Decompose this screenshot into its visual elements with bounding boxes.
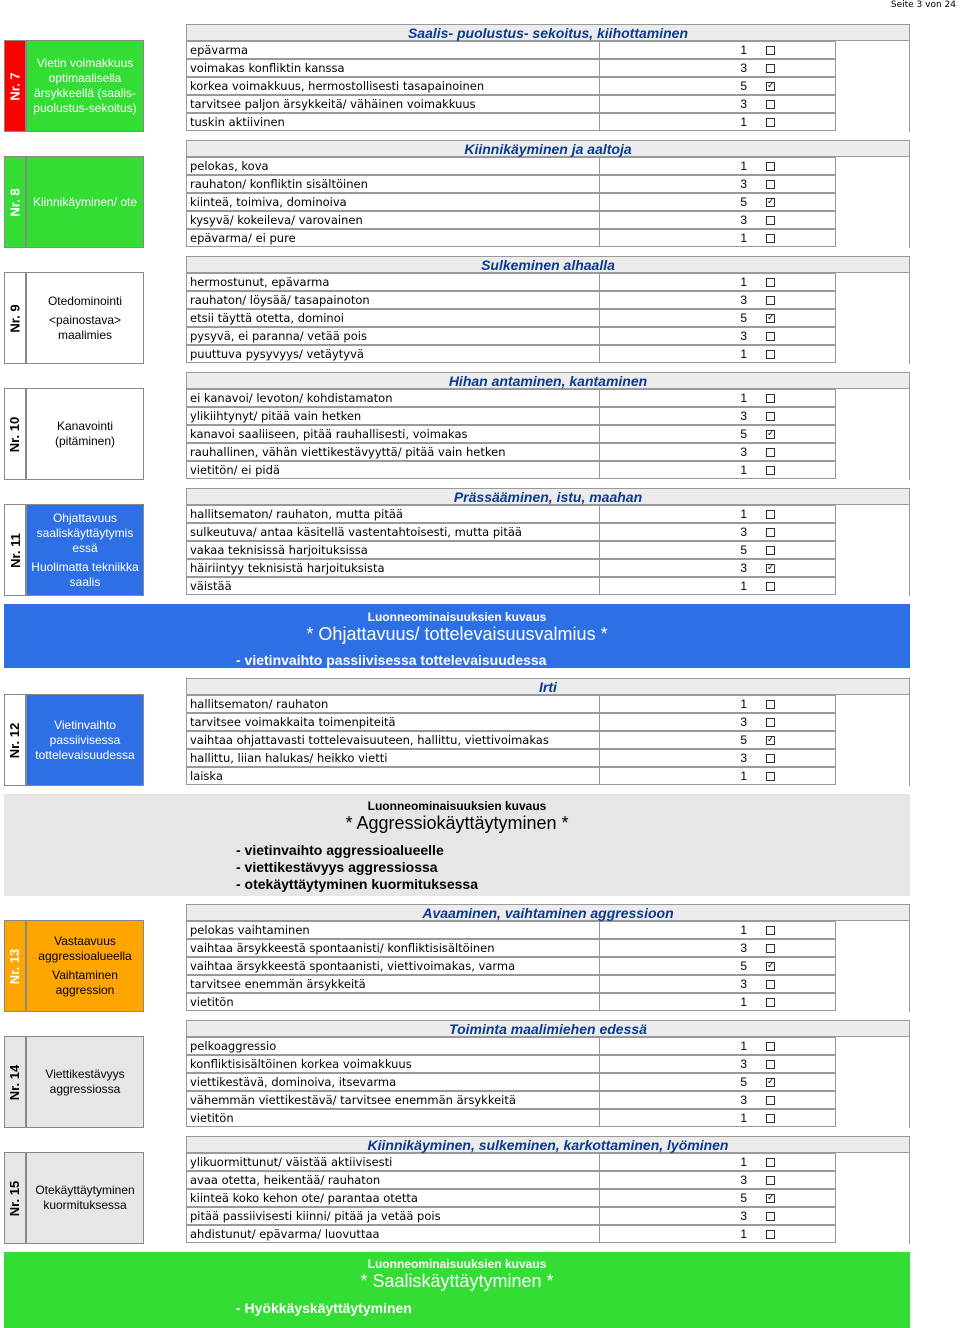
section-description — [26, 920, 144, 1012]
rating-checkbox[interactable] — [766, 216, 775, 225]
rating-text: pelokas, kova — [186, 157, 600, 175]
rating-checkbox[interactable] — [766, 412, 775, 421]
rating-checkbox[interactable] — [766, 944, 775, 953]
rating-checkbox[interactable] — [766, 234, 775, 243]
rating-checkbox[interactable] — [766, 510, 775, 519]
rating-row[interactable] — [186, 975, 836, 993]
rating-text: tuskin aktiivinen — [186, 113, 600, 131]
rating-checkbox[interactable]: ✓ — [767, 197, 775, 207]
rating-text: vakaa teknisissä harjoituksissa — [186, 541, 600, 559]
rating-text: kiinteä, toimiva, dominoiva — [186, 193, 600, 211]
rating-score-cell — [600, 59, 836, 77]
rating-checkbox[interactable] — [766, 100, 775, 109]
rating-score-cell — [600, 157, 836, 175]
section-right-border — [909, 1020, 910, 1128]
rating-checkbox[interactable] — [766, 350, 775, 359]
rating-value: 3 — [740, 97, 747, 111]
rating-checkbox[interactable] — [766, 754, 775, 763]
rating-row[interactable] — [186, 229, 836, 247]
rating-text: voimakas konfliktin kanssa — [186, 59, 600, 77]
rating-value: 3 — [740, 1173, 747, 1187]
rating-value: 1 — [740, 1111, 747, 1125]
section-number-label: Nr. 12 — [7, 722, 23, 758]
band-title: * Saaliskäyttäytyminen * — [360, 1271, 554, 1291]
rating-score-cell — [600, 1055, 836, 1073]
rating-value: 3 — [740, 293, 747, 307]
rating-text: väistää — [186, 577, 600, 595]
rating-score-cell — [600, 921, 836, 939]
section-right-border — [909, 24, 910, 132]
rating-value: 1 — [740, 347, 747, 361]
rating-score-cell — [600, 713, 836, 731]
rating-score-cell — [600, 541, 836, 559]
rating-score-cell — [600, 291, 836, 309]
rating-checkbox[interactable] — [766, 64, 775, 73]
rating-row[interactable] — [186, 193, 836, 211]
section-number — [4, 272, 26, 364]
band-title: * Aggressiokäyttäytyminen * — [345, 813, 569, 833]
rating-score-cell — [600, 1153, 836, 1171]
rating-value: 1 — [740, 115, 747, 129]
rating-text: viettikestävä, dominoiva, itsevarma — [186, 1073, 600, 1091]
rating-checkbox[interactable] — [766, 448, 775, 457]
rating-value: 1 — [740, 391, 747, 405]
rating-text: rauhaton/ löysää/ tasapainoton — [186, 291, 600, 309]
rating-checkbox[interactable]: ✓ — [767, 429, 775, 439]
rating-row[interactable] — [186, 1073, 836, 1091]
rating-row[interactable] — [186, 1153, 836, 1171]
rating-checkbox[interactable] — [766, 1176, 775, 1185]
rating-row[interactable] — [186, 559, 836, 577]
rating-score-cell — [600, 113, 836, 131]
rating-text: konfliktisisältöinen korkea voimakkuus — [186, 1055, 600, 1073]
rating-row[interactable] — [186, 425, 836, 443]
rating-checkbox[interactable]: ✓ — [767, 313, 775, 323]
rating-value: 5 — [740, 959, 747, 973]
rating-value: 3 — [740, 715, 747, 729]
rating-score-cell — [600, 425, 836, 443]
description-line: Otekäyttäytyminen kuormituksessa — [35, 1183, 135, 1212]
rating-text: tarvitsee voimakkaita toimenpiteitä — [186, 713, 600, 731]
rating-text: pelokas vaihtaminen — [186, 921, 600, 939]
rating-value: 5 — [740, 1075, 747, 1089]
rating-value: 1 — [740, 463, 747, 477]
section-description — [26, 156, 144, 248]
band-line: - vietinvaihto aggressioalueelle — [236, 842, 444, 858]
description-line: Otedominointi — [47, 293, 123, 308]
rating-text: vaihtaa ärsykkeestä spontaanisti, viettivoimakas, varma — [186, 957, 600, 975]
rating-row[interactable] — [186, 41, 836, 59]
section-description — [26, 1036, 144, 1128]
rating-checkbox[interactable] — [766, 1158, 775, 1167]
rating-text: vietitön — [186, 1109, 600, 1127]
section-number-label: Nr. 10 — [7, 416, 23, 452]
band-line: - vietinvaihto passiivisessa tottelevaisuudessa — [236, 652, 547, 668]
description-line: Kanavointi (pitäminen) — [54, 419, 116, 448]
rating-text: epävarma — [186, 41, 600, 59]
rating-score-cell — [600, 327, 836, 345]
rating-row[interactable] — [186, 505, 836, 523]
rating-value: 3 — [740, 61, 747, 75]
rating-row[interactable] — [186, 577, 836, 595]
section-number — [4, 156, 26, 248]
rating-text: ylikiihtynyt/ pitää vain hetken — [186, 407, 600, 425]
rating-row[interactable] — [186, 1055, 836, 1073]
section-number — [4, 1152, 26, 1244]
description-line: Kiinnikäyminen/ ote — [32, 194, 138, 209]
rating-text: hallittu, liian halukas/ heikko vietti — [186, 749, 600, 767]
rating-text: kanavoi saaliiseen, pitää rauhallisesti, voimakas — [186, 425, 600, 443]
rating-row[interactable] — [186, 1091, 836, 1109]
rating-score-cell — [600, 1037, 836, 1055]
rating-score-cell — [600, 695, 836, 713]
rating-value: 1 — [740, 995, 747, 1009]
rating-value: 3 — [740, 409, 747, 423]
rating-checkbox[interactable] — [766, 1060, 775, 1069]
section-number — [4, 694, 26, 786]
rating-value: 1 — [740, 43, 747, 57]
rating-score-cell — [600, 273, 836, 291]
band-line: - Hyökkäyskäyttäytyminen — [236, 1300, 412, 1316]
rating-score-cell — [600, 975, 836, 993]
description-line: <painostava> maalimies — [48, 312, 122, 342]
rating-score-cell — [600, 1091, 836, 1109]
rating-checkbox[interactable] — [766, 46, 775, 55]
rating-row[interactable] — [186, 291, 836, 309]
rating-row[interactable] — [186, 273, 836, 291]
rating-score-cell — [600, 77, 836, 95]
rating-checkbox[interactable]: ✓ — [767, 1077, 775, 1087]
rating-score-cell — [600, 749, 836, 767]
rating-value: 3 — [740, 1209, 747, 1223]
rating-value: 1 — [740, 507, 747, 521]
section-description — [26, 504, 144, 596]
section-header: Hihan antaminen, kantaminen — [186, 372, 910, 389]
rating-text: vaihtaa ärsykkeestä spontaanisti/ konfliktisisältöinen — [186, 939, 600, 957]
rating-score-cell — [600, 345, 836, 363]
rating-checkbox[interactable] — [766, 926, 775, 935]
rating-value: 5 — [740, 79, 747, 93]
rating-text: hermostunut, epävarma — [186, 273, 600, 291]
rating-value: 3 — [740, 525, 747, 539]
rating-value: 5 — [740, 1191, 747, 1205]
rating-checkbox[interactable] — [766, 980, 775, 989]
band-line: - viettikestävyys aggressiossa — [236, 859, 438, 875]
rating-value: 5 — [740, 311, 747, 325]
rating-value: 1 — [740, 697, 747, 711]
rating-row[interactable] — [186, 523, 836, 541]
section-number-label: Nr. 11 — [7, 532, 23, 568]
rating-row[interactable] — [186, 957, 836, 975]
rating-row[interactable] — [186, 993, 836, 1011]
section-number-label: Nr. 14 — [7, 1064, 23, 1100]
section-right-border — [909, 140, 910, 248]
rating-text: ahdistunut/ epävarma/ luovuttaa — [186, 1225, 600, 1243]
section-number — [4, 40, 26, 132]
rating-row[interactable] — [186, 113, 836, 131]
rating-row[interactable] — [186, 389, 836, 407]
rating-score-cell — [600, 505, 836, 523]
rating-row[interactable] — [186, 1225, 836, 1243]
band-aggressio — [4, 794, 910, 896]
section-number — [4, 388, 26, 480]
rating-row[interactable] — [186, 749, 836, 767]
rating-value: 1 — [740, 579, 747, 593]
rating-row[interactable] — [186, 1189, 836, 1207]
rating-checkbox[interactable] — [766, 772, 775, 781]
rating-checkbox[interactable] — [766, 1230, 775, 1239]
rating-value: 1 — [740, 1155, 747, 1169]
rating-row[interactable] — [186, 345, 836, 363]
section-number-label: Nr. 8 — [7, 187, 23, 217]
rating-text: rauhaton/ konfliktin sisältöinen — [186, 175, 600, 193]
section-description — [26, 694, 144, 786]
description-line: Vietinvaihto passiivisessa tottelevaisuudessa — [35, 717, 135, 762]
section-right-border — [909, 904, 910, 1012]
description-line: Vaihtaminen aggression — [52, 968, 118, 997]
description-line: Vastaavuus aggressioalueella — [38, 934, 132, 963]
rating-text: tarvitsee enemmän ärsykkeitä — [186, 975, 600, 993]
rating-text: vaihtaa ohjattavasti tottelevaisuuteen, hallittu, viettivoimakas — [186, 731, 600, 749]
rating-score-cell — [600, 957, 836, 975]
rating-row[interactable] — [186, 695, 836, 713]
rating-value: 3 — [740, 1057, 747, 1071]
rating-text: ei kanavoi/ levoton/ kohdistamaton — [186, 389, 600, 407]
rating-text: kysyvä/ kokeileva/ varovainen — [186, 211, 600, 229]
rating-text: häiriintyy teknisistä harjoituksista — [186, 559, 600, 577]
rating-score-cell — [600, 1225, 836, 1243]
rating-score-cell — [600, 389, 836, 407]
rating-text: korkea voimakkuus, hermostollisesti tasapainoinen — [186, 77, 600, 95]
rating-value: 3 — [740, 213, 747, 227]
rating-row[interactable] — [186, 211, 836, 229]
rating-value: 5 — [740, 195, 747, 209]
rating-score-cell — [600, 1171, 836, 1189]
rating-value: 3 — [740, 561, 747, 575]
rating-checkbox[interactable]: ✓ — [767, 735, 775, 745]
section-header: Prässääminen, istu, maahan — [186, 488, 910, 505]
rating-score-cell — [600, 443, 836, 461]
rating-text: hallitsematon/ rauhaton — [186, 695, 600, 713]
rating-score-cell — [600, 577, 836, 595]
rating-value: 5 — [740, 543, 747, 557]
band-subtitle: Luonneominaisuuksien kuvaus — [367, 1257, 547, 1271]
section-number — [4, 1036, 26, 1128]
rating-text: rauhallinen, vähän viettikestävyyttä/ pitää vain hetken — [186, 443, 600, 461]
rating-score-cell — [600, 1189, 836, 1207]
rating-score-cell — [600, 523, 836, 541]
rating-checkbox[interactable] — [766, 1042, 775, 1051]
section-number-label: Nr. 7 — [7, 71, 23, 101]
rating-row[interactable] — [186, 77, 836, 95]
rating-checkbox[interactable] — [766, 296, 775, 305]
rating-row[interactable] — [186, 1037, 836, 1055]
rating-row[interactable] — [186, 407, 836, 425]
rating-checkbox[interactable] — [766, 1114, 775, 1123]
rating-value: 3 — [740, 445, 747, 459]
rating-text: pelkoaggressio — [186, 1037, 600, 1055]
rating-row[interactable] — [186, 157, 836, 175]
rating-checkbox[interactable]: ✓ — [767, 1193, 775, 1203]
description-line: Viettikestävyys aggressiossa — [45, 1067, 125, 1096]
band-subtitle: Luonneominaisuuksien kuvaus — [367, 799, 547, 813]
rating-row[interactable] — [186, 541, 836, 559]
rating-score-cell — [600, 175, 836, 193]
rating-score-cell — [600, 939, 836, 957]
rating-value: 1 — [740, 923, 747, 937]
rating-text: puuttuva pysyvyys/ vetäytyvä — [186, 345, 600, 363]
rating-checkbox[interactable] — [766, 162, 775, 171]
band-title: * Ohjattavuus/ tottelevaisuusvalmius * — [306, 624, 608, 644]
rating-row[interactable] — [186, 1171, 836, 1189]
rating-checkbox[interactable] — [766, 466, 775, 475]
rating-checkbox[interactable]: ✓ — [767, 961, 775, 971]
rating-row[interactable] — [186, 175, 836, 193]
rating-score-cell — [600, 731, 836, 749]
section-header: Kiinnikäyminen ja aaltoja — [186, 140, 910, 157]
rating-score-cell — [600, 41, 836, 59]
rating-value: 1 — [740, 1227, 747, 1241]
rating-value: 3 — [740, 1093, 747, 1107]
rating-row[interactable] — [186, 1109, 836, 1127]
rating-text: hallitsematon/ rauhaton, mutta pitää — [186, 505, 600, 523]
section-number-label: Nr. 13 — [7, 948, 23, 984]
section-right-border — [909, 488, 910, 596]
rating-text: laiska — [186, 767, 600, 785]
section-right-border — [909, 1136, 910, 1244]
section-description — [26, 388, 144, 480]
rating-text: sulkeutuva/ antaa käsitellä vastentahtoisesti, mutta pitää — [186, 523, 600, 541]
rating-text: kiinteä koko kehon ote/ parantaa otetta — [186, 1189, 600, 1207]
description-line: Huolimatta tekniikka saalis — [31, 559, 139, 589]
rating-score-cell — [600, 193, 836, 211]
rating-score-cell — [600, 309, 836, 327]
rating-value: 1 — [740, 231, 747, 245]
rating-row[interactable] — [186, 309, 836, 327]
rating-checkbox[interactable] — [766, 1096, 775, 1105]
section-header: Irti — [186, 678, 910, 695]
rating-row[interactable] — [186, 767, 836, 785]
rating-checkbox[interactable]: ✓ — [767, 81, 775, 91]
rating-score-cell — [600, 767, 836, 785]
rating-checkbox[interactable]: ✓ — [767, 563, 775, 573]
rating-checkbox[interactable] — [766, 332, 775, 341]
section-right-border — [909, 372, 910, 480]
rating-checkbox[interactable] — [766, 278, 775, 287]
rating-text: vietitön/ ei pidä — [186, 461, 600, 479]
rating-text: pitää passiivisesti kiinni/ pitää ja vetää pois — [186, 1207, 600, 1225]
rating-score-cell — [600, 1109, 836, 1127]
rating-row[interactable] — [186, 939, 836, 957]
rating-score-cell — [600, 95, 836, 113]
section-header: Sulkeminen alhaalla — [186, 256, 910, 273]
rating-value: 1 — [740, 275, 747, 289]
section-right-border — [909, 678, 910, 786]
rating-score-cell — [600, 407, 836, 425]
section-header: Saalis- puolustus- sekoitus, kiihottaminen — [186, 24, 910, 41]
section-header: Kiinnikäyminen, sulkeminen, karkottaminen, lyöminen — [186, 1136, 910, 1153]
rating-row[interactable] — [186, 713, 836, 731]
page-number: Seite 3 von 24 — [890, 0, 956, 10]
section-right-border — [909, 256, 910, 364]
rating-row[interactable] — [186, 59, 836, 77]
band-line: - otekäyttäytyminen kuormituksessa — [236, 876, 478, 892]
rating-score-cell — [600, 1207, 836, 1225]
section-number — [4, 504, 26, 596]
rating-row[interactable] — [186, 327, 836, 345]
band-saalis — [4, 1252, 910, 1328]
rating-text: tarvitsee paljon ärsykkeitä/ vähäinen voimakkuus — [186, 95, 600, 113]
rating-score-cell — [600, 229, 836, 247]
rating-value: 3 — [740, 329, 747, 343]
rating-value: 3 — [740, 177, 747, 191]
rating-row[interactable] — [186, 731, 836, 749]
section-description — [26, 272, 144, 364]
rating-text: ylikuormittunut/ väistää aktiivisesti — [186, 1153, 600, 1171]
rating-checkbox[interactable] — [766, 528, 775, 537]
rating-value: 1 — [740, 159, 747, 173]
rating-row[interactable] — [186, 921, 836, 939]
description-line: Ohjattavuus saaliskäyttäytymis essä — [36, 510, 134, 555]
rating-text: avaa otetta, heikentää/ rauhaton — [186, 1171, 600, 1189]
band-subtitle: Luonneominaisuuksien kuvaus — [367, 610, 547, 624]
rating-value: 1 — [740, 769, 747, 783]
section-number-label: Nr. 9 — [7, 303, 23, 333]
section-header: Toiminta maalimiehen edessä — [186, 1020, 910, 1037]
rating-score-cell — [600, 1073, 836, 1091]
rating-row[interactable] — [186, 443, 836, 461]
rating-row[interactable] — [186, 1207, 836, 1225]
section-number-label: Nr. 15 — [7, 1180, 23, 1216]
rating-value: 5 — [740, 733, 747, 747]
rating-text: pysyvä, ei paranna/ vetää pois — [186, 327, 600, 345]
rating-score-cell — [600, 211, 836, 229]
rating-value: 3 — [740, 751, 747, 765]
rating-checkbox[interactable] — [766, 998, 775, 1007]
rating-checkbox[interactable] — [766, 394, 775, 403]
rating-text: epävarma/ ei pure — [186, 229, 600, 247]
rating-value: 3 — [740, 941, 747, 955]
rating-checkbox[interactable] — [766, 546, 775, 555]
section-number — [4, 920, 26, 1012]
rating-checkbox[interactable] — [766, 180, 775, 189]
rating-value: 5 — [740, 427, 747, 441]
rating-row[interactable] — [186, 461, 836, 479]
rating-text: etsii täyttä otetta, dominoi — [186, 309, 600, 327]
rating-score-cell — [600, 559, 836, 577]
rating-text: vietitön — [186, 993, 600, 1011]
rating-checkbox[interactable] — [766, 118, 775, 127]
section-header: Avaaminen, vaihtaminen aggressioon — [186, 904, 910, 921]
rating-row[interactable] — [186, 95, 836, 113]
rating-score-cell — [600, 993, 836, 1011]
band-ohjattavuus — [4, 604, 910, 668]
rating-checkbox[interactable] — [766, 718, 775, 727]
rating-value: 3 — [740, 977, 747, 991]
rating-checkbox[interactable] — [766, 1212, 775, 1221]
rating-checkbox[interactable] — [766, 582, 775, 591]
section-description — [26, 40, 144, 132]
description-line: Vietin voimakkuus optimaalisella ärsykkeellä (saalis-puolustus-sekoitus) — [33, 56, 137, 115]
rating-checkbox[interactable] — [766, 700, 775, 709]
rating-value: 1 — [740, 1039, 747, 1053]
rating-text: vähemmän viettikestävä/ tarvitsee enemmän ärsykkeitä — [186, 1091, 600, 1109]
section-description — [26, 1152, 144, 1244]
rating-score-cell — [600, 461, 836, 479]
